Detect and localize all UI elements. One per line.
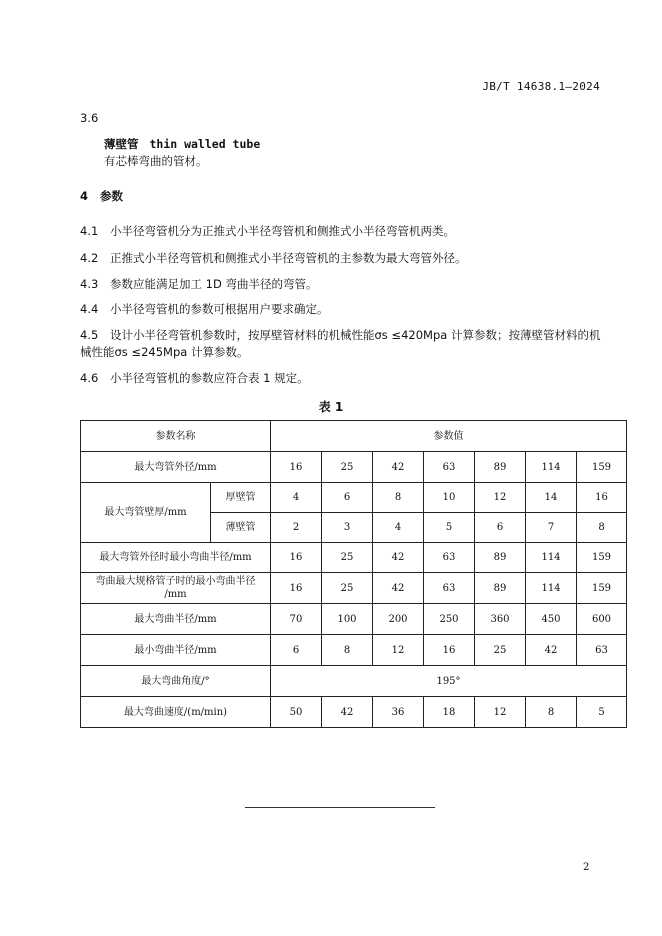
table-cell: 63 [424, 452, 475, 483]
table-cell: 12 [475, 697, 526, 728]
standard-number-header: JB/T 14638.1—2024 [482, 80, 600, 93]
term-chinese: 薄壁管 [104, 137, 139, 151]
clause-4-5-text-line2: 械性能σs ≤245Mpa 计算参数。 [80, 345, 249, 359]
table-cell: 42 [526, 635, 577, 666]
table-cell: 360 [475, 604, 526, 635]
table-cell: 42 [373, 452, 424, 483]
table-cell: 16 [271, 573, 322, 604]
table-cell: 63 [577, 635, 627, 666]
clause-4-3-number: 4.3 [80, 277, 99, 291]
table-cell: 18 [424, 697, 475, 728]
table-cell: 16 [271, 543, 322, 573]
table-row [81, 635, 627, 666]
row-label: 最大弯管壁厚/mm [81, 483, 211, 543]
table-row [81, 604, 627, 635]
table-cell: 3 [322, 513, 373, 543]
table-cell: 70 [271, 604, 322, 635]
table-cell: 159 [577, 543, 627, 573]
table-cell: 89 [475, 573, 526, 604]
table-cell: 8 [322, 635, 373, 666]
table-cell: 14 [526, 483, 577, 513]
table-cell: 89 [475, 543, 526, 573]
table-cell: 12 [373, 635, 424, 666]
table-cell: 63 [424, 573, 475, 604]
table-cell: 36 [373, 697, 424, 728]
clause-3-6-definition: 有芯棒弯曲的管材。 [104, 154, 208, 168]
table-caption: 表 1 [318, 400, 344, 414]
section-4-title: 参数 [100, 189, 124, 203]
row-label [81, 573, 271, 604]
table-cell: 16 [424, 635, 475, 666]
table-cell: 63 [424, 543, 475, 573]
section-4-number: 4 [80, 189, 89, 203]
footer-separator-line [245, 807, 435, 808]
table-cell: 25 [322, 573, 373, 604]
table-cell: 195° [271, 666, 627, 697]
header-param-name: 参数名称 [81, 421, 271, 452]
table-cell: 5 [424, 513, 475, 543]
table-cell: 114 [526, 543, 577, 573]
table-row [81, 573, 627, 604]
table-row [81, 543, 627, 573]
page-number: 2 [583, 862, 590, 873]
table-row [81, 666, 627, 697]
clause-3-6-number: 3.6 [80, 111, 99, 125]
table-cell: 4 [271, 483, 322, 513]
table-cell: 6 [322, 483, 373, 513]
parameter-table [80, 420, 627, 728]
row-label-line1: 弯曲最大规格管子时的最小弯曲半径 [95, 576, 256, 587]
row-label: 最小弯曲半径/mm [81, 635, 271, 666]
table-cell: 5 [577, 697, 627, 728]
row-label: 最大弯管外径/mm [81, 452, 271, 483]
table-cell: 250 [424, 604, 475, 635]
sub-row-label: 薄壁管 [211, 513, 271, 543]
table-cell: 16 [271, 452, 322, 483]
table-cell: 600 [577, 604, 627, 635]
clause-3-6-term [104, 136, 260, 152]
header-param-value: 参数值 [271, 421, 627, 452]
table-row [81, 697, 627, 728]
table-cell: 25 [322, 543, 373, 573]
section-4-heading [80, 188, 123, 204]
row-label: 最大弯曲速度/(m/min) [81, 697, 271, 728]
table-cell: 4 [373, 513, 424, 543]
table-cell: 8 [577, 513, 627, 543]
table-cell: 10 [424, 483, 475, 513]
row-label: 最大弯管外径时最小弯曲半径/mm [81, 543, 271, 573]
table-cell: 42 [373, 573, 424, 604]
table-cell: 8 [526, 697, 577, 728]
table-cell: 42 [322, 697, 373, 728]
clause-4-4-number: 4.4 [80, 302, 99, 316]
table-cell: 100 [322, 604, 373, 635]
row-label-line2: /mm [164, 589, 187, 600]
table-cell: 114 [526, 452, 577, 483]
table-cell: 2 [271, 513, 322, 543]
table-cell: 89 [475, 452, 526, 483]
row-label: 最大弯曲半径/mm [81, 604, 271, 635]
clause-4-5-number: 4.5 [80, 328, 99, 342]
clause-4-2-text: 正推式小半径弯管机和侧推式小半径弯管机的主参数为最大弯管外径。 [110, 251, 467, 265]
table-cell: 450 [526, 604, 577, 635]
row-label: 最大弯曲角度/° [81, 666, 271, 697]
clause-4-5-text-line1: 设计小半径弯管机参数时，按厚壁管材料的机械性能σs ≤420Mpa 计算参数；按薄壁管材料的机 [110, 328, 601, 342]
table-cell: 25 [322, 452, 373, 483]
term-english: thin walled tube [149, 137, 261, 151]
table-cell: 16 [577, 483, 627, 513]
table-cell: 7 [526, 513, 577, 543]
clause-4-6-number: 4.6 [80, 371, 99, 385]
table-cell: 25 [475, 635, 526, 666]
sub-row-label: 厚壁管 [211, 483, 271, 513]
clause-4-3-text: 参数应能满足加工 1D 弯曲半径的弯管。 [110, 277, 318, 291]
table-cell: 42 [373, 543, 424, 573]
table-cell: 159 [577, 573, 627, 604]
table-cell: 12 [475, 483, 526, 513]
table-row [81, 452, 627, 483]
table-row [81, 483, 627, 513]
table-cell: 114 [526, 573, 577, 604]
table-cell: 50 [271, 697, 322, 728]
table-cell: 159 [577, 452, 627, 483]
clause-4-2-number: 4.2 [80, 251, 99, 265]
table-header-row [81, 421, 627, 452]
clause-4-1-text: 小半径弯管机分为正推式小半径弯管机和侧推式小半径弯管机两类。 [110, 224, 455, 238]
clause-4-6-text: 小半径弯管机的参数应符合表 1 规定。 [110, 371, 309, 385]
table-cell: 200 [373, 604, 424, 635]
table-cell: 6 [271, 635, 322, 666]
clause-4-1-number: 4.1 [80, 224, 99, 238]
table-cell: 6 [475, 513, 526, 543]
clause-4-4-text: 小半径弯管机的参数可根据用户要求确定。 [110, 302, 329, 316]
table-cell: 8 [373, 483, 424, 513]
